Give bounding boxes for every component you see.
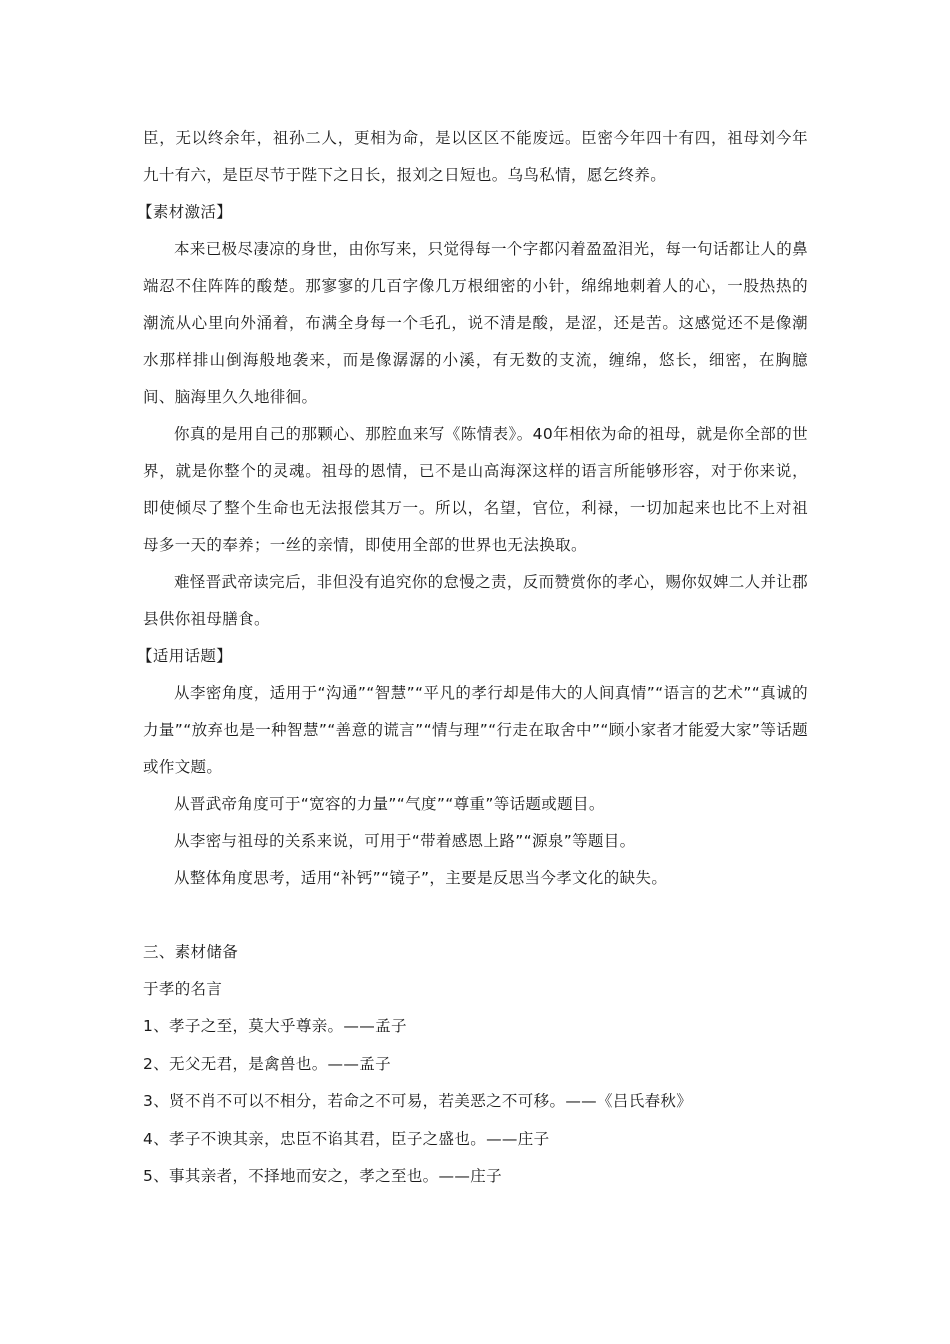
- opening-paragraph: 臣，无以终余年，祖孙二人，更相为命，是以区区不能废远。臣密今年四十有四，祖母刘今年九十有六，是臣尽节于陛下之日长，报刘之日短也。乌鸟私情，愿乞终养。: [143, 129, 808, 184]
- quote-item: 2、无父无君，是禽兽也。——孟子: [143, 1054, 391, 1073]
- document-body: [137, 120, 809, 1196]
- quote-item: 3、贤不肖不可以不相分，若命之不可易，若美恶之不可移。——《吕氏春秋》: [143, 1092, 693, 1111]
- quote-item: 4、孝子不谀其亲，忠臣不谄其君，臣子之盛也。——庄子: [143, 1129, 550, 1148]
- topics-paragraph-3: 从李密与祖母的关系来说，可用于“带着感恩上路”“源泉”等题目。: [174, 832, 636, 850]
- section-heading-topics: 【适用话题】: [137, 647, 233, 665]
- topics-paragraph-4: 从整体角度思考，适用“补钙”“镜子”，主要是反思当今孝文化的缺失。: [174, 869, 668, 887]
- topics-paragraph-1: 从李密角度，适用于“沟通”“智慧”“平凡的孝行却是伟大的人间真情”“语言的艺术”“真诚的力量”“放弃也是一种智慧”“善意的谎言”“情与理”“行走在取舍中”“顾小家者才能爱大家”等话题或作文题。: [143, 684, 808, 776]
- section-heading-reserve: 三、素材储备: [143, 943, 239, 961]
- quote-item: 1、孝子之至，莫大乎尊亲。——孟子: [143, 1017, 407, 1035]
- quotes-list: [143, 1008, 808, 1196]
- blank-line: [143, 897, 808, 934]
- quote-item: 5、事其亲者，不择地而安之，孝之至也。——庄子: [143, 1167, 502, 1186]
- activation-paragraph-3: 难怪晋武帝读完后，非但没有追究你的怠慢之责，反而赞赏你的孝心，赐你奴婢二人并让郡县供你祖母膳食。: [143, 573, 809, 628]
- activation-paragraph-1: 本来已极尽凄凉的身世，由你写来，只觉得每一个字都闪着盈盈泪光，每一句话都让人的鼻端忍不住阵阵的酸楚。那寥寥的几百字像几万根细密的小针，绵绵地刺着人的心，一股热热的潮流从心里向外涌着，布满全身每一个毛孔，说不清是酸，是涩，还是苦。这感觉还不是像潮水那样排山倒海般地袭来，而是像潺潺的小溪，有无数的支流，缠绵，悠长，细密，在胸臆间、脑海里久久地徘徊。: [143, 240, 809, 406]
- section-heading-activation: 【素材激活】: [137, 203, 233, 221]
- activation-paragraph-2: 你真的是用自己的那颗心、那腔血来写《陈情表》。40年相依为命的祖母，就是你全部的世界，就是你整个的灵魂。祖母的恩情，已不是山高海深这样的语言所能够形容，对于你来说，即使倾尽了整个生命也无法报偿其万一。所以，名望，官位，利禄，一切加起来也比不上对祖母多一天的奉养；一丝的亲情，即使用全部的世界也无法换取。: [143, 425, 808, 554]
- quotes-subheading: 于孝的名言: [143, 980, 223, 998]
- topics-paragraph-2: 从晋武帝角度可于“宽容的力量”“气度”“尊重”等话题或题目。: [174, 795, 605, 813]
